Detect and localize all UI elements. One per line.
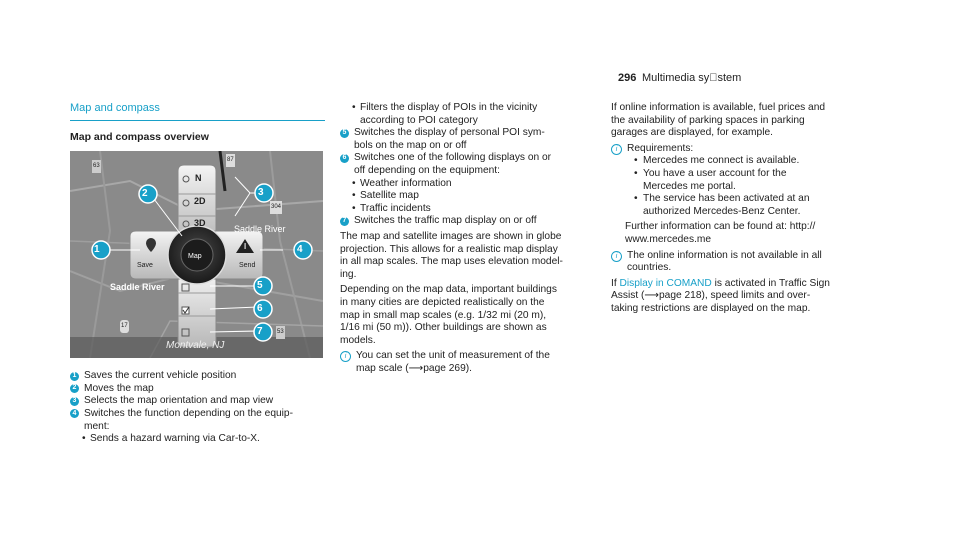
road-shield-304: 304 [270, 201, 282, 214]
save-label: Save [137, 262, 153, 270]
road-shield-63: 63 [92, 160, 101, 173]
send-label: Send [239, 262, 256, 270]
section-title: Map and compass [70, 102, 325, 121]
number-badge: 3 [70, 397, 79, 406]
number-badge: 6 [340, 154, 349, 163]
place-road-river: Saddle River [234, 224, 286, 235]
column-3 [611, 102, 876, 316]
place-saddle-river: Saddle River [110, 282, 165, 293]
callout-7: 7 [257, 326, 263, 338]
info-icon: i [611, 144, 622, 155]
paragraph: Depending on the map data, important buildings in many cities are depicted realistically on the map in small map scales (e.g. 1/32 mi (20 m), 1/16 mi (50 m)). Other buildings are shown as models. [340, 284, 557, 346]
legend-item-3: 3 Selects the map orientation and map view [70, 395, 325, 408]
bullet-item: • The service has been activated at an authorized Mercedes-Benz Center. [611, 193, 876, 218]
note: i The online information is not available in all countries. [611, 250, 876, 275]
arrow-right-icon: ⟶ [644, 290, 660, 302]
further-info: Further information can be found at: http:// www.mercedes.me [625, 221, 816, 245]
callout-1: 1 [94, 244, 100, 256]
2d-view-label: 2D [194, 196, 206, 207]
legend-item-1: 1 Saves the current vehicle position [70, 370, 325, 383]
bullet-item: • Filters the display of POIs in the vicinity according to POI category [340, 102, 600, 127]
bullet-item: • Mercedes me connect is available. [611, 155, 876, 168]
road-shield-53: 53 [276, 326, 285, 339]
map-label: Map [188, 253, 202, 261]
paragraph: If online information is available, fuel prices and the availability of parking spaces in parking garages are displayed, for example. [611, 102, 826, 139]
callout-5: 5 [257, 280, 263, 292]
place-montvale: Montvale, NJ [166, 340, 225, 352]
legend-item-6: 6 Switches one of the following displays on or off depending on the equipment: [340, 152, 600, 177]
subsection-title: Map and compass overview [70, 130, 209, 143]
number-badge: 4 [70, 409, 79, 418]
legend-item-4: 4 Switches the function depending on the equip- ment: [70, 408, 325, 433]
legend-item-2: 2 Moves the map [70, 383, 325, 396]
bullet-item: • Weather information [340, 178, 600, 191]
page-link[interactable]: page 269). [423, 362, 472, 374]
3d-view-label: 3D [194, 218, 206, 229]
number-badge: 2 [70, 384, 79, 393]
road-shield-17: 17 [120, 320, 129, 333]
number-badge: 7 [340, 217, 349, 226]
bullet-item: • Sends a hazard warning via Car-to-X. [70, 433, 325, 446]
page-number: 296 [618, 72, 637, 84]
paragraph: The map and satellite images are shown in globe projection. This allows for a realistic map display in all map scales. The map uses elevation model- ing. [340, 230, 563, 280]
callout-3: 3 [258, 187, 264, 199]
legend-item-7: 7 Switches the traffic map display on or off [340, 215, 600, 228]
bullet-item: • Satellite map [340, 190, 600, 203]
bullet-item: • You have a user account for the Mercedes me portal. [611, 168, 876, 193]
paragraph: If Display in COMAND is activated in Traffic Sign Assist (⟶page 218), speed limits and over- taking restrictions are displayed on the map. [611, 277, 830, 314]
arrow-right-icon: ⟶ [408, 362, 424, 374]
callout-4: 4 [297, 244, 303, 256]
number-badge: 1 [70, 372, 79, 381]
info-icon: i [611, 251, 622, 262]
page-link[interactable]: page 218), speed limits and over- [659, 290, 811, 302]
map-figure [70, 151, 323, 358]
requirements-note: i Requirements: [611, 143, 876, 156]
chapter-title: Multimedia sy stem [642, 72, 742, 84]
display-in-comand-link[interactable]: Display in COMAND [619, 277, 712, 289]
road-shield-87: 87 [226, 154, 235, 167]
column-1 [70, 102, 325, 446]
north-up-label: N [195, 173, 202, 184]
callout-6: 6 [257, 303, 263, 315]
bullet-item: • Traffic incidents [340, 203, 600, 216]
number-badge: 5 [340, 129, 349, 138]
legend-item-5: 5 Switches the display of personal POI sym- bols on the map on or off [340, 127, 600, 152]
callout-2: 2 [142, 188, 148, 200]
column-2 [340, 102, 600, 375]
note: i You can set the unit of measurement of the map scale (⟶page 269). [340, 350, 600, 375]
info-icon: i [340, 351, 351, 362]
